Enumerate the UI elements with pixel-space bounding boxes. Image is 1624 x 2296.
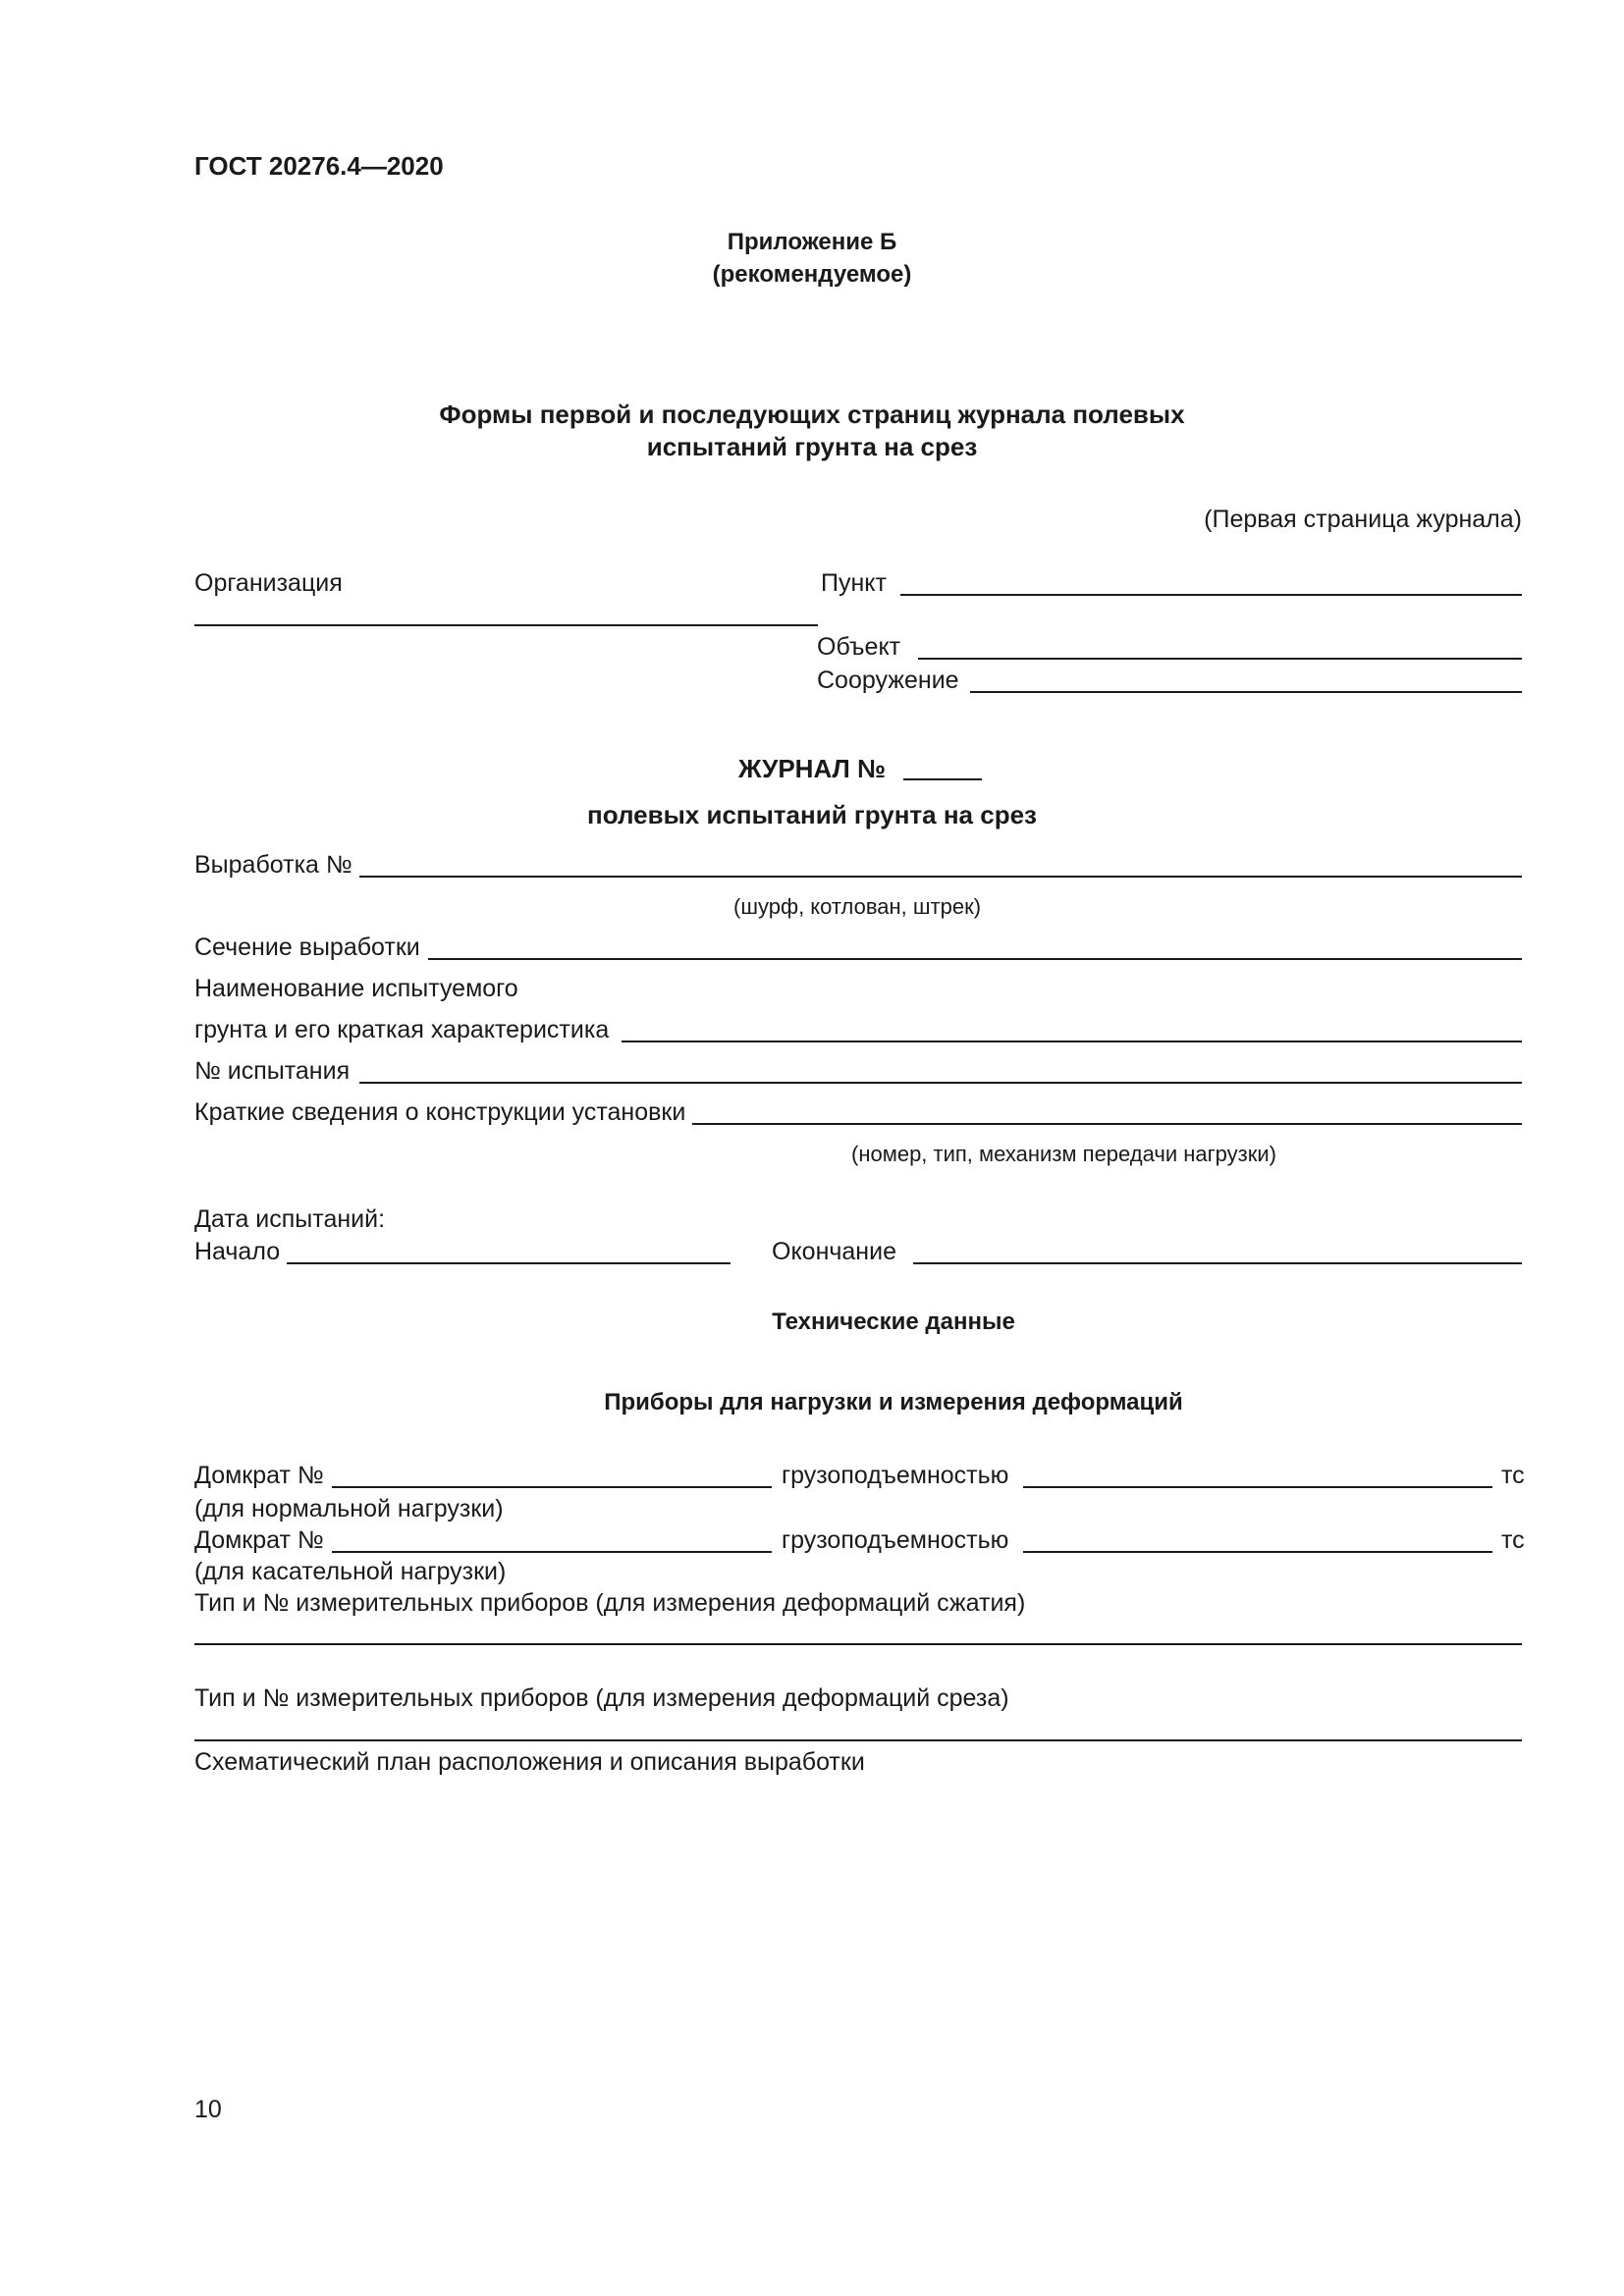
soil-desc-line [622,1041,1522,1042]
object-line [918,658,1522,660]
section-title-line1: Формы первой и последующих страниц журнала полевых [439,400,1185,429]
end-line [913,1262,1522,1264]
point-line [900,594,1522,596]
scheme-label: Схематический план расположения и описания выработки [194,1748,865,1776]
dates-label: Дата испытаний: [194,1205,386,1233]
jack-normal-capacity-label: грузоподъемностью [782,1462,1009,1489]
jack-tangential-capacity-line [1023,1551,1492,1553]
organization-label: Организация [194,569,343,597]
tangential-load-label: (для касательной нагрузки) [194,1558,507,1585]
tech-title: Технические данные [772,1308,1015,1335]
jack-tangential-unit: тс [1501,1526,1525,1554]
jack-normal-capacity-line [1023,1486,1492,1488]
section-title-line2: испытаний грунта на срез [646,432,978,461]
structure-line [970,691,1522,693]
end-label: Окончание [772,1238,896,1265]
shear-instruments-label: Тип и № измерительных приборов (для измерения деформаций среза) [194,1684,1009,1712]
setup-hint: (номер, тип, механизм передачи нагрузки) [851,1142,1276,1166]
object-label: Объект [817,633,901,661]
compress-instruments-line [194,1643,1522,1645]
normal-load-label: (для нормальной нагрузки) [194,1495,504,1522]
appendix-title: Приложение Б [727,229,897,255]
journal-number-line [903,778,982,780]
structure-label: Сооружение [817,667,959,694]
working-line [359,876,1522,878]
jack-tangential-number-line [332,1551,772,1553]
jack-normal-label: Домкрат № [194,1462,324,1489]
journal-subtitle: полевых испытаний грунта на срез [587,800,1037,829]
appendix-status: (рекомендуемое) [712,261,912,288]
page-number: 10 [194,2096,222,2123]
test-number-line [359,1082,1522,1084]
start-line [287,1262,731,1264]
organization-line [194,624,818,626]
instruments-title: Приборы для нагрузки и измерения деформаций [604,1389,1183,1415]
journal-title: ЖУРНАЛ № [738,754,886,783]
point-label: Пункт [821,569,887,597]
section-label: Сечение выработки [194,934,420,961]
jack-normal-number-line [332,1486,772,1488]
soil-name-label: Наименование испытуемого [194,975,518,1002]
working-label: Выработка № [194,851,352,879]
jack-tangential-capacity-label: грузоподъемностью [782,1526,1009,1554]
compress-instruments-label: Тип и № измерительных приборов (для измерения деформаций сжатия) [194,1589,1026,1617]
start-label: Начало [194,1238,281,1265]
standard-number: ГОСТ 20276.4—2020 [194,151,444,181]
soil-desc-label: грунта и его краткая характеристика [194,1016,610,1043]
shear-instruments-line [194,1739,1522,1741]
jack-tangential-label: Домкрат № [194,1526,324,1554]
test-number-label: № испытания [194,1057,351,1085]
page-note: (Первая страница журнала) [1204,506,1522,533]
section-line [428,958,1522,960]
jack-normal-unit: тс [1501,1462,1525,1489]
working-hint: (шурф, котлован, штрек) [733,894,982,919]
setup-line [692,1123,1522,1125]
setup-label: Краткие сведения о конструкции установки [194,1098,686,1126]
